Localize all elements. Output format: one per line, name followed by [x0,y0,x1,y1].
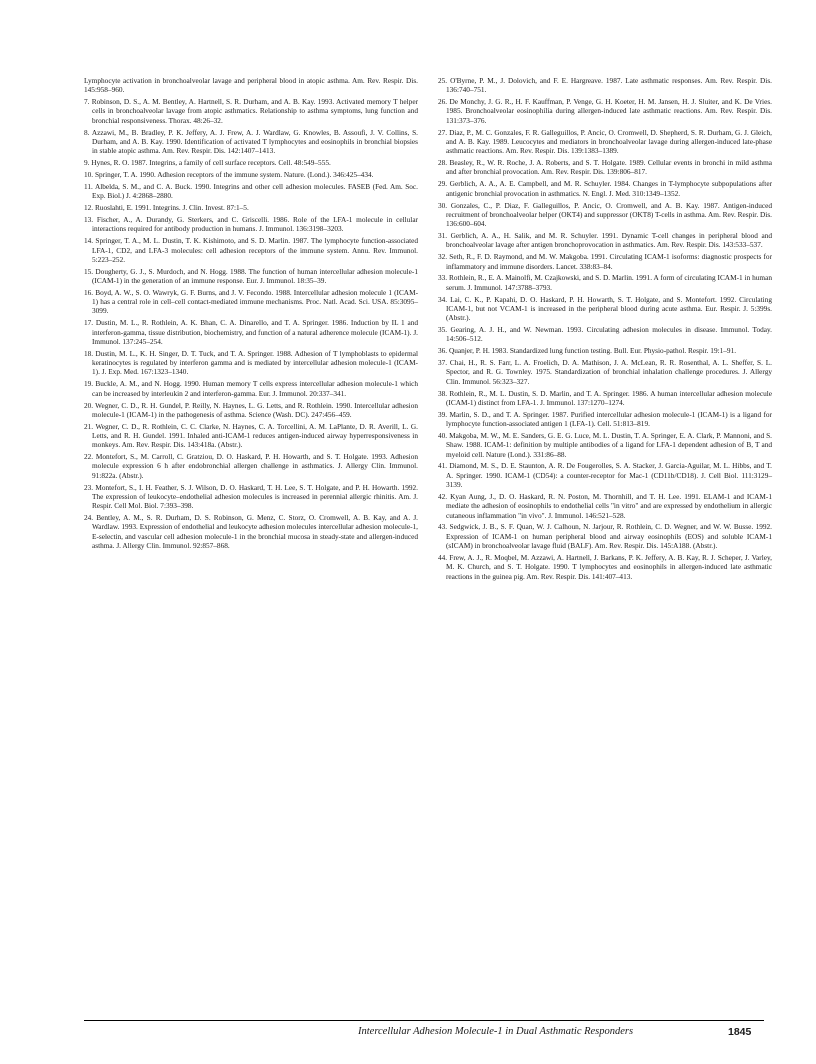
reference-entry: 19. Buckle, A. M., and N. Hogg. 1990. Human memory T cells express intercellular adhesion molecule-1 which can be increased by interleukin 2 and interferon-gamma. Eur. J. Immunol. 20:337–341. [84,379,418,398]
reference-entry: 13. Fischer, A., A. Durandy, G. Sterkers, and C. Griscelli. 1986. Role of the LFA-1 molecule in cellular interactions required for antibody production in humans. J. Immunol. 136:3198–3203. [84,215,418,234]
reference-entry: 12. Ruoslahti, E. 1991. Integrins. J. Clin. Invest. 87:1–5. [84,203,249,213]
reference-entry: 43. Sedgwick, J. B., S. F. Quan, W. J. Calhoun, N. Jarjour, R. Rothlein, C. D. Wegner, and W. W. Busse. 1992. Expression of ICAM-1 on human peripheral blood and airway eosinophils (EOS) and soluble ICAM-1 (sICAM) in bronchoalveolar lavage fluid (BALF). Am. Rev. Respir. Dis. 145:A188. (Abstr.). [438,522,772,551]
reference-entry: 23. Montefort, S., I. H. Feather, S. J. Wilson, D. O. Haskard, T. H. Lee, S. T. Holgate, and P. H. Howarth. 1992. The expression of leukocyte–endothelial adhesion molecules is increased in perennial allergic rhinitis. Am. J. Respir. Cell Mol. Biol. 7:393–398. [84,482,418,511]
reference-entry: 29. Gerblich, A. A., A. E. Campbell, and M. R. Schuyler. 1984. Changes in T-lymphocyte subpopulations after antigenic bronchial provocation in asthmatics. N. Engl. J. Med. 310:1349–1352. [438,179,772,198]
reference-entry: 21. Wegner, C. D., R. Rothlein, C. C. Clarke, N. Haynes, C. A. Torcellini, A. M. LaPlante, D. R. Averill, L. G. Letts, and R. H. Gundel. 1991. Inhaled anti-ICAM-1 reduces antigen-induced airway hyperresponsiveness in monkeys. Am. Rev. Respir. Dis. 143:418a. (Abstr.). [84,421,418,450]
reference-entry: 37. Chai, H., R. S. Farr, L. A. Froelich, D. A. Mathison, J. A. McLean, R. R. Rosenthal, A. L. Sheffer, S. L. Spector, and R. G. Townley. 1975. Standardization of bronchial inhalation challenge procedures. J. Allergy Clin. Immunol. 56:323–327. [438,358,772,386]
page-number: 1845 [728,1026,752,1038]
reference-entry: 17. Dustin, M. L., R. Rothlein, A. K. Bhan, C. A. Dinarello, and T. A. Springer. 1986. Induction by IL 1 and interferon-gamma, tissue distribution, biochemistry, and function of a natural adherence molecule (ICAM-1). J. Immunol. 137:245–254. [84,318,418,346]
reference-entry: 28. Beasley, R., W. R. Roche, J. A. Roberts, and S. T. Holgate. 1989. Cellular events in bronchi in mild asthma and after bronchial provocation. Am. Rev. Respir. Dis. 139:806–817. [438,158,772,177]
reference-entry: 42. Kyan Aung, J., D. O. Haskard, R. N. Poston, M. Thornhill, and T. H. Lee. 1991. ELAM-1 and ICAM-1 mediate the adhesion of eosinophils to endothelial cells "in vitro" and are expressed by endothelium in allergic cutaneous inflammation "in vivo". J. Immunol. 146:521–528. [438,491,772,520]
reference-entry: 15. Dougherty, G. J., S. Murdoch, and N. Hogg. 1988. The function of human intercellular adhesion molecule-1 (ICAM-1) in the generation of an immune response. Eur. J. Immunol. 18:35–39. [84,266,418,285]
reference-entry: 26. De Monchy, J. G. R., H. F. Kauffman, P. Venge, G. H. Koeter, H. M. Jansen, H. J. Sluiter, and K. De Vries. 1985. Bronchoalveolar eosinophilia during allergen-induced late asthmatic reactions. Am. Rev. Respir. Dis. 131:373–376. [438,97,772,125]
reference-entry: 30. Gonzales, C., P. Diaz, F. Galleguillos, P. Ancic, O. Cromwell, and A. B. Kay. 1987. Antigen-induced recruitment of bronchoalveolar helper (OKT4) and suppressor (OKT8) T-cells in asthma. Am. Rev. Respir. Dis. 136:600–604. [438,200,772,229]
reference-entry: 40. Makgoba, M. W., M. E. Sanders, G. E. G. Luce, M. L. Dustin, T. A. Springer, E. A. Clark, P. Mannoni, and S. Shaw. 1988. ICAM-1: definition by multiple antibodies of a ligand for LFA-1 dependent adhesion of B, T and myeloid cell. Nature (Lond.). 331:86–88. [438,431,772,459]
reference-entry: 11. Albelda, S. M., and C. A. Buck. 1990. Integrins and other cell adhesion molecules. FASEB (Fed. Am. Soc. Exp. Biol.) J. 4:2868–2880. [84,181,418,201]
references-left-column [84,76,418,553]
footer-divider [84,1020,764,1021]
reference-entry: 31. Gerblich, A. A., H. Salik, and M. R. Schuyler. 1991. Dynamic T-cell changes in peripheral blood and bronchoalveolar lavage after antigen bronchoprovocation in asthmatics. Am. Rev. Respir. Dis. 143:533–537. [438,231,772,250]
reference-entry: 38. Rothlein, R., M. L. Dustin, S. D. Marlin, and T. A. Springer. 1986. A human intercellular adhesion molecule (ICAM-1) distinct from LFA-1. J. Immunol. 137:1270–1274. [438,388,772,407]
reference-entry: 10. Springer, T. A. 1990. Adhesion receptors of the immune system. Nature. (Lond.). 346:425–434. [84,170,374,180]
reference-entry: 36. Quanjer, P. H. 1983. Standardized lung function testing. Bull. Eur. Physio-pathol. Respir. 19:1–91. [438,346,737,356]
reference-entry: 22. Montefort, S., M. Carroll, C. Gratziou, D. O. Haskard, P. H. Howarth, and S. T. Holgate. 1993. Adhesion molecule expression 6 h after endobronchial allergen challenge in asthmatics. J. Allergy Clin. Immunol. 91:822a. (Abstr.). [84,452,418,480]
reference-entry: 41. Diamond, M. S., D. E. Staunton, A. R. De Fougerolles, S. A. Stacker, J. Garcia-Aguilar, M. L. Hibbs, and T. A. Springer. 1990. ICAM-1 (CD54): a counter-receptor for Mac-1 (CD11b/CD18). J. Cell Biol. 111:3129–3139. [438,461,772,490]
reference-entry: 9. Hynes, R. O. 1987. Integrins, a family of cell surface receptors. Cell. 48:549–555. [84,158,331,168]
reference-entry: 14. Springer, T. A., M. L. Dustin, T. K. Kishimoto, and S. D. Marlin. 1987. The lymphocyte function-associated LFA-1, CD2, and LFA-3 molecules: cell adhesion receptors of the immune system. Annu. Rev. Immunol. 5:223–252. [84,236,418,264]
reference-entry: 25. O'Byrne, P. M., J. Dolovich, and F. E. Hargreave. 1987. Late asthmatic responses. Am. Rev. Respir. Dis. 136:740–751. [438,76,772,95]
reference-entry: 33. Rothlein, R., E. A. Mainolfi, M. Czajkowski, and S. D. Marlin. 1991. A form of circulating ICAM-1 in human serum. J. Immunol. 147:3788–3793. [438,273,772,292]
reference-entry: 7. Robinson, D. S., A. M. Bentley, A. Hartnell, S. R. Durham, and A. B. Kay. 1993. Activated memory T helper cells in bronchoalveolar lavage from atopic asthmatics. Relationship to asthma symptoms, lung function and bronchial responsiveness. Thorax. 48:26–32. [84,97,418,125]
reference-entry: 24. Bentley, A. M., S. R. Durham, D. S. Robinson, G. Menz, C. Storz, O. Cromwell, A. B. Kay, and A. J. Wardlaw. 1993. Expression of endothelial and leukocyte adhesion molecules intercellular adhesion molecule-1, E-selectin, and vascular cell adhesion molecule-1 in the bronchial mucosa in steady-state and allergen-induced asthma. J. Allergy Clin. Immunol. 92:857–868. [84,513,418,551]
reference-entry: 35. Gearing, A. J. H., and W. Newman. 1993. Circulating adhesion molecules in disease. Immunol. Today. 14:506–512. [438,325,772,344]
reference-entry: 32. Seth, R., F. D. Raymond, and M. W. Makgoba. 1991. Circulating ICAM-1 isoforms: diagnostic prospects for inflammatory and immune disorders. Lancet. 338:83–84. [438,252,772,271]
reference-entry: 34. Lai, C. K., P. Kapahi, D. O. Haskard, P. H. Howarth, S. T. Holgate, and S. Montefort. 1992. Circulating ICAM-1, but not VCAM-1 is increased in the peripheral blood during acute asthma. Eur. Respir. J. 5:399s. (Abstr.). [438,294,772,323]
reference-entry: 20. Wegner, C. D., R. H. Gundel, P. Reilly, N. Haynes, L. G. Letts, and R. Rothlein. 1990. Intercellular adhesion molecule-1 (ICAM-1) in the pathogenesis of asthma. Science (Wash. DC). 247:456–459. [84,400,418,419]
reference-entry: 44. Frew, A. J., R. Moqbel, M. Azzawi, A. Hartnell, J. Barkans, P. K. Jeffery, A. B. Kay, R. J. Scheper, J. Varley, M. K. Church, and S. T. Holgate. 1990. T lymphocytes and eosinophils in allergen-induced late asthmatic reactions in the guinea pig. Am. Rev. Respir. Dis. 141:407–413. [438,552,772,581]
reference-entry: 39. Marlin, S. D., and T. A. Springer. 1987. Purified intercellular adhesion molecule-1 (ICAM-1) is a ligand for lymphocyte function-associated antigen 1 (LFA-1). Cell. 51:813–819. [438,409,772,429]
reference-entry: 18. Dustin, M. L., K. H. Singer, D. T. Tuck, and T. A. Springer. 1988. Adhesion of T lymphoblasts to epidermal keratinocytes is regulated by interferon gamma and is mediated by intercellular adhesion molecule-1 (ICAM-1). J. Exp. Med. 167:1323–1340. [84,348,418,377]
running-title: Intercellular Adhesion Molecule-1 in Dual Asthmatic Responders [358,1026,634,1037]
reference-entry: 16. Boyd, A. W., S. O. Wawryk, G. F. Burns, and J. V. Fecondo. 1988. Intercellular adhesion molecule 1 (ICAM-1) has a central role in cell–cell contact-mediated immune mechanisms. Proc. Natl. Acad. Sci. USA. 85:3095–3099. [84,287,418,316]
reference-entry: Lymphocyte activation in bronchoalveolar lavage and peripheral blood in atopic asthma. Am. Rev. Respir. Dis. 145:958–960. [84,76,418,95]
reference-entry: 8. Azzawi, M., B. Bradley, P. K. Jeffery, A. J. Frew, A. J. Wardlaw, G. Knowles, B. Assoufi, J. V. Collins, S. Durham, and A. B. Kay. 1990. Identification of activated T lymphocytes and eosinophils in bronchial biopsies in stable atopic asthma. Am. Rev. Respir. Dis. 142:1407–1413. [84,127,418,156]
references-right-column [438,76,772,583]
reference-entry: 27. Diaz, P., M. C. Gonzales, F. R. Galleguillos, P. Ancic, O. Cromwell, D. Shepherd, S. R. Durham, G. J. Gleich, and A. B. Kay. 1989. Leucocytes and mediators in bronchoalveolar lavage during allergen-induced late-phase asthmatic reactions. Am. Rev. Respir. Dis. 139:1383–1389. [438,127,772,156]
